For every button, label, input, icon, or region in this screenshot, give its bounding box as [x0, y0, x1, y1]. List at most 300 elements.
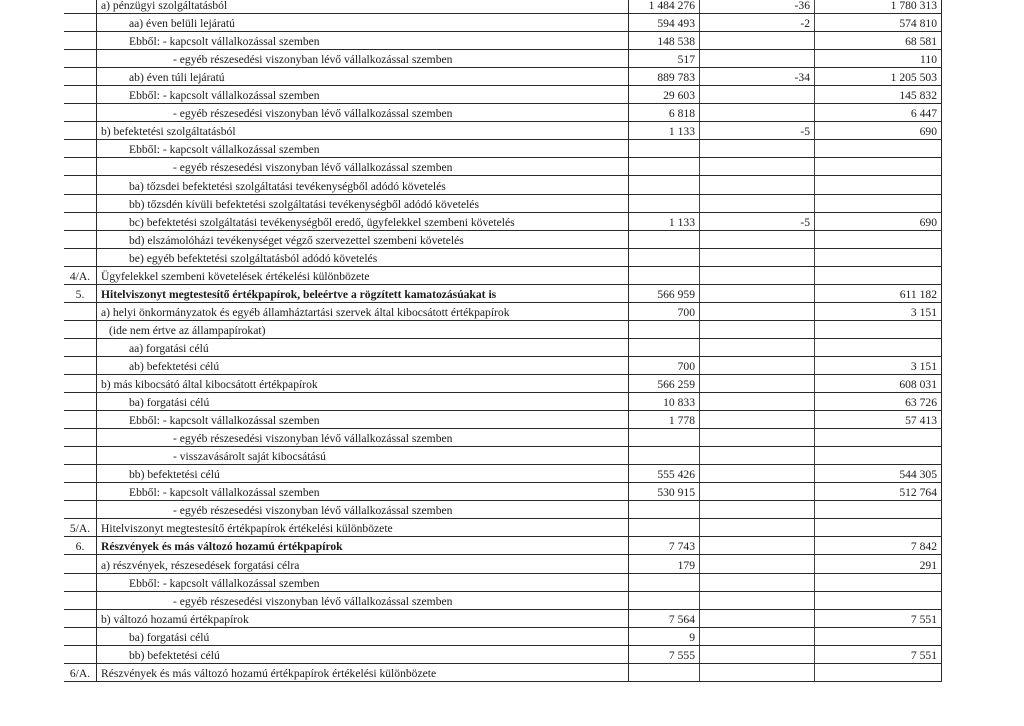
current-year-value-cell: [815, 284, 942, 302]
row-number-cell: [64, 284, 97, 302]
current-year-value-cell: [815, 140, 942, 158]
table-row: [64, 537, 942, 555]
adjustment-value-cell: [700, 68, 815, 86]
current-year-value-cell: [815, 627, 942, 645]
row-description: ba) forgatási célú: [129, 396, 210, 410]
adjustment-value-cell: [700, 338, 815, 356]
previous-year-value: 566 259: [657, 378, 695, 392]
previous-year-value-cell: [629, 555, 700, 573]
current-year-value-cell: [815, 501, 942, 519]
adjustment-value-cell: [700, 429, 815, 447]
previous-year-value-cell: [629, 609, 700, 627]
row-description-cell: [97, 248, 629, 266]
current-year-value-cell: [815, 555, 942, 573]
row-number-cell: [64, 50, 97, 68]
current-year-value-cell: [815, 573, 942, 591]
previous-year-value-cell: [629, 573, 700, 591]
row-description-cell: [97, 429, 629, 447]
row-description-cell: [97, 609, 629, 627]
adjustment-value-cell: [700, 266, 815, 284]
current-year-value-cell: [815, 393, 942, 411]
adjustment-value-cell: [700, 194, 815, 212]
current-year-value: 63 726: [905, 396, 937, 410]
table-row: [64, 212, 942, 230]
row-description: - egyéb részesedési viszonyban lévő vállalkozással szemben: [173, 504, 453, 518]
row-number-cell: [64, 501, 97, 519]
previous-year-value-cell: [629, 50, 700, 68]
adjustment-value-cell: [700, 284, 815, 302]
previous-year-value-cell: [629, 645, 700, 663]
adjustment-value: -2: [800, 17, 810, 31]
row-number-cell: [64, 393, 97, 411]
row-number-cell: [64, 68, 97, 86]
adjustment-value-cell: [700, 483, 815, 501]
row-number-cell: [64, 176, 97, 194]
adjustment-value-cell: [700, 501, 815, 519]
row-number-cell: [64, 212, 97, 230]
previous-year-value-cell: [629, 32, 700, 50]
row-description: Ebből: - kapcsolt vállalkozással szemben: [129, 486, 320, 500]
previous-year-value: 1 778: [668, 414, 695, 428]
table-row: [64, 465, 942, 483]
previous-year-value-cell: [629, 483, 700, 501]
current-year-value: 291: [919, 558, 937, 572]
table-row: [64, 320, 942, 338]
row-description-cell: [97, 411, 629, 429]
previous-year-value-cell: [629, 14, 700, 32]
adjustment-value-cell: [700, 158, 815, 176]
row-description: aa) forgatási célú: [129, 341, 209, 355]
row-description-cell: [97, 320, 629, 338]
previous-year-value-cell: [629, 356, 700, 374]
row-number-cell: [64, 663, 97, 681]
table-row: [64, 140, 942, 158]
current-year-value: 690: [919, 125, 937, 139]
adjustment-value-cell: [700, 609, 815, 627]
table-row: [64, 86, 942, 104]
row-number-cell: [64, 447, 97, 465]
adjustment-value-cell: [700, 302, 815, 320]
row-description: aa) éven belüli lejáratú: [129, 17, 235, 31]
previous-year-value-cell: [629, 447, 700, 465]
current-year-value: 3 151: [910, 305, 937, 319]
row-description-cell: [97, 104, 629, 122]
row-description-cell: [97, 555, 629, 573]
row-number-cell: [64, 645, 97, 663]
current-year-value: 7 842: [910, 540, 937, 554]
table-row: [64, 0, 942, 14]
previous-year-value-cell: [629, 248, 700, 266]
adjustment-value-cell: [700, 176, 815, 194]
current-year-value: 608 031: [899, 378, 937, 392]
table-row: [64, 32, 942, 50]
row-number-cell: [64, 158, 97, 176]
table-row: [64, 194, 942, 212]
previous-year-value: 517: [677, 53, 695, 67]
current-year-value-cell: [815, 0, 942, 14]
row-number-cell: [64, 356, 97, 374]
row-number-cell: [64, 122, 97, 140]
current-year-value-cell: [815, 447, 942, 465]
current-year-value: 574 810: [899, 17, 937, 31]
table-row: [64, 663, 942, 681]
previous-year-value-cell: [629, 627, 700, 645]
row-number-cell: [64, 302, 97, 320]
adjustment-value-cell: [700, 212, 815, 230]
previous-year-value-cell: [629, 140, 700, 158]
previous-year-value: 594 493: [657, 17, 695, 31]
row-description: b) más kibocsátó által kibocsátott értékpapírok: [101, 378, 318, 392]
table-row: [64, 284, 942, 302]
current-year-value-cell: [815, 86, 942, 104]
table-row: [64, 50, 942, 68]
current-year-value-cell: [815, 338, 942, 356]
previous-year-value: 10 833: [663, 396, 695, 410]
table-row: [64, 429, 942, 447]
previous-year-value: 700: [677, 305, 695, 319]
row-number-cell: [64, 465, 97, 483]
row-description-cell: [97, 266, 629, 284]
previous-year-value-cell: [629, 501, 700, 519]
current-year-value-cell: [815, 537, 942, 555]
table-row: [64, 14, 942, 32]
previous-year-value-cell: [629, 230, 700, 248]
row-number-cell: [64, 609, 97, 627]
previous-year-value-cell: [629, 537, 700, 555]
row-number-cell: [64, 591, 97, 609]
row-description-cell: [97, 284, 629, 302]
adjustment-value-cell: [700, 248, 815, 266]
row-description: Ügyfelekkel szembeni követelések értékelési különbözete: [101, 269, 370, 283]
row-number: 6.: [75, 540, 85, 554]
previous-year-value-cell: [629, 266, 700, 284]
table-row: [64, 266, 942, 284]
table-row: [64, 501, 942, 519]
row-description-cell: [97, 50, 629, 68]
current-year-value-cell: [815, 483, 942, 501]
row-description-cell: [97, 663, 629, 681]
previous-year-value-cell: [629, 176, 700, 194]
table-row: [64, 447, 942, 465]
adjustment-value-cell: [700, 50, 815, 68]
row-number-cell: [64, 411, 97, 429]
row-description: a) pénzügyi szolgáltatásból: [101, 0, 228, 13]
balance-sheet-table: [64, 0, 942, 682]
row-description-cell: [97, 338, 629, 356]
row-description: ab) éven túli lejáratú: [129, 71, 225, 85]
row-description: ba) forgatási célú: [129, 630, 210, 644]
current-year-value-cell: [815, 32, 942, 50]
row-description-cell: [97, 32, 629, 50]
adjustment-value-cell: [700, 86, 815, 104]
adjustment-value-cell: [700, 555, 815, 573]
current-year-value-cell: [815, 122, 942, 140]
row-description: Hitelviszonyt megtestesítő értékpapírok értékelési különbözete: [101, 522, 393, 536]
row-number-cell: [64, 573, 97, 591]
current-year-value: 544 305: [899, 468, 937, 482]
table-row: [64, 104, 942, 122]
adjustment-value-cell: [700, 519, 815, 537]
current-year-value-cell: [815, 212, 942, 230]
row-number: 5/A.: [69, 522, 91, 536]
row-description: Részvények és más változó hozamú értékpapírok: [101, 540, 343, 554]
row-number-cell: [64, 32, 97, 50]
previous-year-value-cell: [629, 320, 700, 338]
current-year-value-cell: [815, 176, 942, 194]
previous-year-value: 555 426: [657, 468, 695, 482]
current-year-value-cell: [815, 429, 942, 447]
previous-year-value: 9: [689, 630, 695, 644]
row-description: be) egyéb befektetési szolgáltatásból adódó követelés: [129, 251, 378, 265]
table-row: [64, 573, 942, 591]
current-year-value-cell: [815, 104, 942, 122]
row-number-cell: [64, 483, 97, 501]
previous-year-value-cell: [629, 591, 700, 609]
row-description-cell: [97, 212, 629, 230]
row-number-cell: [64, 230, 97, 248]
row-description: b) változó hozamú értékpapírok: [101, 612, 249, 626]
current-year-value: 1 780 313: [890, 0, 937, 13]
row-description: - egyéb részesedési viszonyban lévő vállalkozással szemben: [173, 161, 453, 175]
current-year-value-cell: [815, 50, 942, 68]
table-row: [64, 609, 942, 627]
row-number-cell: [64, 14, 97, 32]
previous-year-value-cell: [629, 86, 700, 104]
row-description: bb) tőzsdén kívüli befektetési szolgáltatási tevékenységből adódó követelés: [129, 197, 479, 211]
row-description-cell: [97, 176, 629, 194]
row-number: 6/A.: [69, 666, 91, 680]
previous-year-value: 1 484 276: [648, 0, 695, 13]
adjustment-value: -36: [794, 0, 810, 13]
current-year-value: 6 447: [910, 107, 937, 121]
previous-year-value-cell: [629, 393, 700, 411]
row-description-cell: [97, 537, 629, 555]
current-year-value: 7 551: [910, 612, 937, 626]
previous-year-value-cell: [629, 429, 700, 447]
current-year-value-cell: [815, 609, 942, 627]
current-year-value: 690: [919, 215, 937, 229]
current-year-value-cell: [815, 302, 942, 320]
row-description: - egyéb részesedési viszonyban lévő vállalkozással szemben: [173, 53, 453, 67]
previous-year-value: 566 959: [657, 287, 695, 301]
previous-year-value-cell: [629, 194, 700, 212]
previous-year-value: 889 783: [657, 71, 695, 85]
previous-year-value: 7 555: [668, 648, 695, 662]
table-row: [64, 519, 942, 537]
previous-year-value-cell: [629, 0, 700, 14]
adjustment-value-cell: [700, 465, 815, 483]
row-description: a) részvények, részesedések forgatási célra: [101, 558, 300, 572]
current-year-value-cell: [815, 194, 942, 212]
adjustment-value-cell: [700, 140, 815, 158]
table-row: [64, 302, 942, 320]
adjustment-value-cell: [700, 320, 815, 338]
row-description-cell: [97, 122, 629, 140]
current-year-value-cell: [815, 411, 942, 429]
row-description: Ebből: - kapcsolt vállalkozással szemben: [129, 35, 320, 49]
adjustment-value-cell: [700, 411, 815, 429]
current-year-value: 3 151: [910, 359, 937, 373]
table-row: [64, 68, 942, 86]
current-year-value: 57 413: [905, 414, 937, 428]
row-description: Ebből: - kapcsolt vállalkozással szemben: [129, 89, 320, 103]
row-description-cell: [97, 465, 629, 483]
adjustment-value: -5: [800, 215, 810, 229]
row-description: bb) befektetési célú: [129, 648, 220, 662]
table-row: [64, 393, 942, 411]
row-number-cell: [64, 429, 97, 447]
previous-year-value-cell: [629, 284, 700, 302]
previous-year-value: 179: [677, 558, 695, 572]
row-number: 5.: [75, 287, 85, 301]
row-number: 4/A.: [69, 269, 91, 283]
previous-year-value: 29 603: [663, 89, 695, 103]
adjustment-value-cell: [700, 393, 815, 411]
current-year-value-cell: [815, 663, 942, 681]
row-description: - egyéb részesedési viszonyban lévő vállalkozással szemben: [173, 432, 453, 446]
table-row: [64, 555, 942, 573]
row-description-cell: [97, 230, 629, 248]
adjustment-value: -34: [794, 71, 810, 85]
current-year-value: 1 205 503: [890, 71, 937, 85]
row-description: - egyéb részesedési viszonyban lévő vállalkozással szemben: [173, 107, 453, 121]
row-description: Ebből: - kapcsolt vállalkozással szemben: [129, 576, 320, 590]
current-year-value-cell: [815, 374, 942, 392]
current-year-value: 68 581: [905, 35, 937, 49]
adjustment-value: -5: [800, 125, 810, 139]
previous-year-value-cell: [629, 302, 700, 320]
table-row: [64, 122, 942, 140]
adjustment-value-cell: [700, 14, 815, 32]
adjustment-value-cell: [700, 627, 815, 645]
row-description-cell: [97, 645, 629, 663]
previous-year-value-cell: [629, 519, 700, 537]
row-description: bc) befektetési szolgáltatási tevékenységből eredő, ügyfelekkel szembeni követelés: [129, 215, 515, 229]
current-year-value-cell: [815, 266, 942, 284]
adjustment-value-cell: [700, 663, 815, 681]
table-row: [64, 591, 942, 609]
previous-year-value-cell: [629, 663, 700, 681]
row-description-cell: [97, 302, 629, 320]
previous-year-value: 1 133: [668, 215, 695, 229]
row-description-cell: [97, 483, 629, 501]
table-row: [64, 248, 942, 266]
adjustment-value-cell: [700, 32, 815, 50]
previous-year-value-cell: [629, 212, 700, 230]
adjustment-value-cell: [700, 230, 815, 248]
row-description: Ebből: - kapcsolt vállalkozással szemben: [129, 414, 320, 428]
current-year-value-cell: [815, 158, 942, 176]
adjustment-value-cell: [700, 591, 815, 609]
previous-year-value: 1 133: [668, 125, 695, 139]
row-description: bd) elszámolóházi tevékenységet végző szervezettel szembeni követelés: [129, 233, 464, 247]
adjustment-value-cell: [700, 645, 815, 663]
row-number-cell: [64, 320, 97, 338]
row-description: b) befektetési szolgáltatásból: [101, 125, 236, 139]
row-description-cell: [97, 573, 629, 591]
current-year-value: 512 764: [899, 486, 937, 500]
row-description: Részvények és más változó hozamú értékpapírok értékelési különbözete: [101, 666, 437, 680]
adjustment-value-cell: [700, 0, 815, 14]
row-description-cell: [97, 393, 629, 411]
row-number-cell: [64, 140, 97, 158]
row-number-cell: [64, 555, 97, 573]
adjustment-value-cell: [700, 356, 815, 374]
row-number-cell: [64, 0, 97, 14]
row-number-cell: [64, 194, 97, 212]
table-row: [64, 338, 942, 356]
table-row: [64, 230, 942, 248]
table-body: [64, 0, 942, 681]
previous-year-value-cell: [629, 158, 700, 176]
table-row: [64, 627, 942, 645]
row-number-cell: [64, 266, 97, 284]
previous-year-value-cell: [629, 411, 700, 429]
row-description-cell: [97, 194, 629, 212]
adjustment-value-cell: [700, 374, 815, 392]
row-number-cell: [64, 537, 97, 555]
row-description-cell: [97, 158, 629, 176]
row-number-cell: [64, 374, 97, 392]
current-year-value: 145 832: [899, 89, 937, 103]
previous-year-value: 6 818: [668, 107, 695, 121]
row-number-cell: [64, 86, 97, 104]
current-year-value-cell: [815, 14, 942, 32]
adjustment-value-cell: [700, 104, 815, 122]
row-description: - egyéb részesedési viszonyban lévő vállalkozással szemben: [173, 594, 453, 608]
row-number-cell: [64, 519, 97, 537]
previous-year-value: 700: [677, 359, 695, 373]
previous-year-value-cell: [629, 374, 700, 392]
adjustment-value-cell: [700, 122, 815, 140]
current-year-value-cell: [815, 591, 942, 609]
previous-year-value: 7 564: [668, 612, 695, 626]
row-description-cell: [97, 447, 629, 465]
current-year-value: 110: [920, 53, 937, 67]
current-year-value-cell: [815, 356, 942, 374]
row-description-cell: [97, 140, 629, 158]
row-description-cell: [97, 519, 629, 537]
row-description-cell: [97, 501, 629, 519]
row-description-cell: [97, 591, 629, 609]
adjustment-value-cell: [700, 573, 815, 591]
row-description-cell: [97, 627, 629, 645]
row-number-cell: [64, 627, 97, 645]
current-year-value-cell: [815, 230, 942, 248]
row-description-cell: [97, 68, 629, 86]
previous-year-value: 7 743: [668, 540, 695, 554]
row-description: Hitelviszonyt megtestesítő értékpapírok, beleértve a rögzített kamatozásúakat is: [101, 287, 497, 301]
row-number-cell: [64, 338, 97, 356]
row-description: ab) befektetési célú: [129, 359, 220, 373]
adjustment-value-cell: [700, 537, 815, 555]
table-row: [64, 411, 942, 429]
previous-year-value: 530 915: [657, 486, 695, 500]
row-description-cell: [97, 374, 629, 392]
current-year-value-cell: [815, 68, 942, 86]
current-year-value-cell: [815, 465, 942, 483]
adjustment-value-cell: [700, 447, 815, 465]
previous-year-value-cell: [629, 104, 700, 122]
row-description: Ebből: - kapcsolt vállalkozással szemben: [129, 143, 320, 157]
row-description-cell: [97, 86, 629, 104]
table-row: [64, 645, 942, 663]
previous-year-value-cell: [629, 465, 700, 483]
row-description-cell: [97, 14, 629, 32]
table-row: [64, 158, 942, 176]
previous-year-value-cell: [629, 338, 700, 356]
current-year-value-cell: [815, 320, 942, 338]
